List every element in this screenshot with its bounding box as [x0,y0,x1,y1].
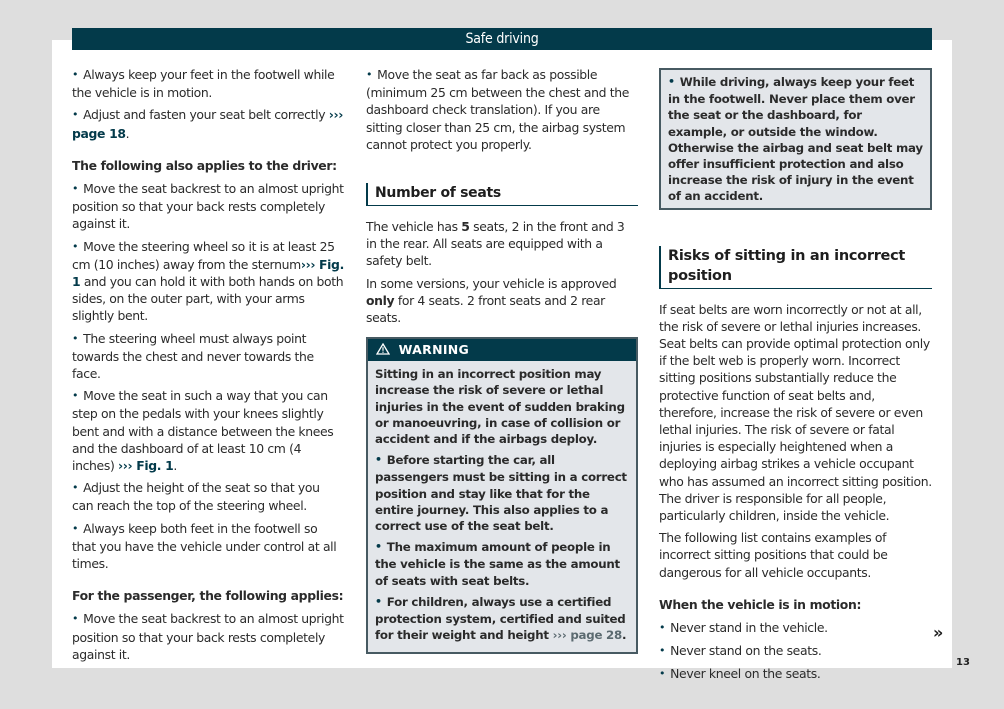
list-item: • Move the steering wheel so it is at least 25 cm (10 inches) away from the sternum››› Fig. 1 and you can hold it with both hands on both sides, on the outer part, with your arms slightly bent. [72,238,344,325]
list-item: • The maximum amount of people in the vehicle is the same as the amount of seats with seat belts. [375,539,629,589]
list-item: • The steering wheel must always point towards the chest and never towards the face. [72,330,344,383]
caution-note-box: • While driving, always keep your feet in the footwell. Never place them over the seat or the dashboard, for example, or outside the window. Otherwise the airbag and seat belt may offer insufficient protection and also increase the risk of injury in the event of an accident. [659,68,932,210]
list-item: • Before starting the car, all passengers must be sitting in a correct position and stay like that for the entire journey. This also applies to a correct use of the seat belt. [375,452,629,534]
list-item: • Adjust and fasten your seat belt correctly ››› page 18. [72,106,344,141]
column-right [659,68,932,689]
passenger-heading: For the passenger, the following applies: [72,588,344,604]
list-item: • Adjust the height of the seat so that you can reach the top of the steering wheel. [72,479,344,514]
figure-link[interactable]: ››› Fig. 1 [118,458,174,474]
page-link[interactable]: ››› page 18 [72,107,344,141]
list-item: • Always keep your feet in the footwell while the vehicle is in motion. [72,66,344,101]
paragraph: The vehicle has 5 seats, 2 in the front and 3 in the rear. All seats are equipped with a safety belt. [366,219,625,269]
list-item: • Never kneel on the seats. [659,665,932,683]
page-link[interactable]: ››› page 28 [552,628,622,643]
driver-heading: The following also applies to the driver: [72,157,337,173]
figure-link[interactable]: ››› Fig. 1 [72,256,344,290]
warning-box [366,337,638,654]
warning-body: Sitting in an incorrect position may increase the risk of severe or lethal injuries in the event of sudden braking or manoeuvring, in case of collision or accident and if the airbags deploy. • Before starting the car, all passengers must be sitting in a correct position and stay like that for the entire journey. This also applies to a correct use of the seat belt. • The maximum amount of people in the vehicle is the same as the amount of seats with seat belts. • For children, always use a certified protection system, certified and suited for their weight and height ››› page 28. [368,361,636,652]
page-number: 13 [956,657,970,668]
list-item: • Never stand in the vehicle. [659,619,932,637]
continue-arrow-icon: » [933,623,944,642]
section-title-number-of-seats: Number of seats [366,183,638,206]
section-title-risks: Risks of sitting in an incorrect position [659,246,932,289]
list-item: • Move the seat as far back as possible (minimum 25 cm between the chest and the dashboard check translation). If you are sitting closer than 25 cm, the airbag system cannot protect you properly. [366,66,638,153]
warning-triangle-icon [376,342,399,357]
list-item: • For children, always use a certified protection system, certified and suited for their weight and height ››› page 28. [375,594,629,644]
chapter-header: Safe driving [72,28,932,50]
list-item: • Always keep both feet in the footwell so that you have the vehicle under control at all times. [72,520,344,573]
paragraph: The following list contains examples of incorrect sitting positions that could be dangerous for all vehicle occupants. [659,530,888,580]
list-item: • Never stand on the seats. [659,642,932,660]
motion-heading: When the vehicle is in motion: [659,596,862,612]
paragraph: If seat belts are worn incorrectly or not at all, the risk of severe or lethal injuries increases. Seat belts can provide optimal protection only if the belt web is properly worn. Incorrect sitting positions substantially reduce the protective function of seat belts and, therefore, increase the risk of severe or even lethal injuries. The risk of severe or fatal injuries is especially heightened when a deploying airbag strikes a vehicle occupant who has assumed an incorrect sitting position. The driver is responsible for all people, particularly children, inside the vehicle. [659,301,932,524]
column-left [72,66,344,668]
paragraph: In some versions, your vehicle is approved only for 4 seats. 2 front seats and 2 rear seats. [366,275,617,326]
column-middle [366,66,638,654]
list-item: • Move the seat backrest to an almost upright position so that your back rests completely against it. [72,610,344,663]
list-item: • Move the seat backrest to an almost upright position so that your back rests completely against it. [72,180,344,233]
list-item: • Move the seat in such a way that you can step on the pedals with your knees slightly bent and with a distance between the knees and the dashboard of at least 10 cm (4 inches) ››› Fig. 1. [72,387,344,474]
warning-header: WARNING [368,339,636,361]
